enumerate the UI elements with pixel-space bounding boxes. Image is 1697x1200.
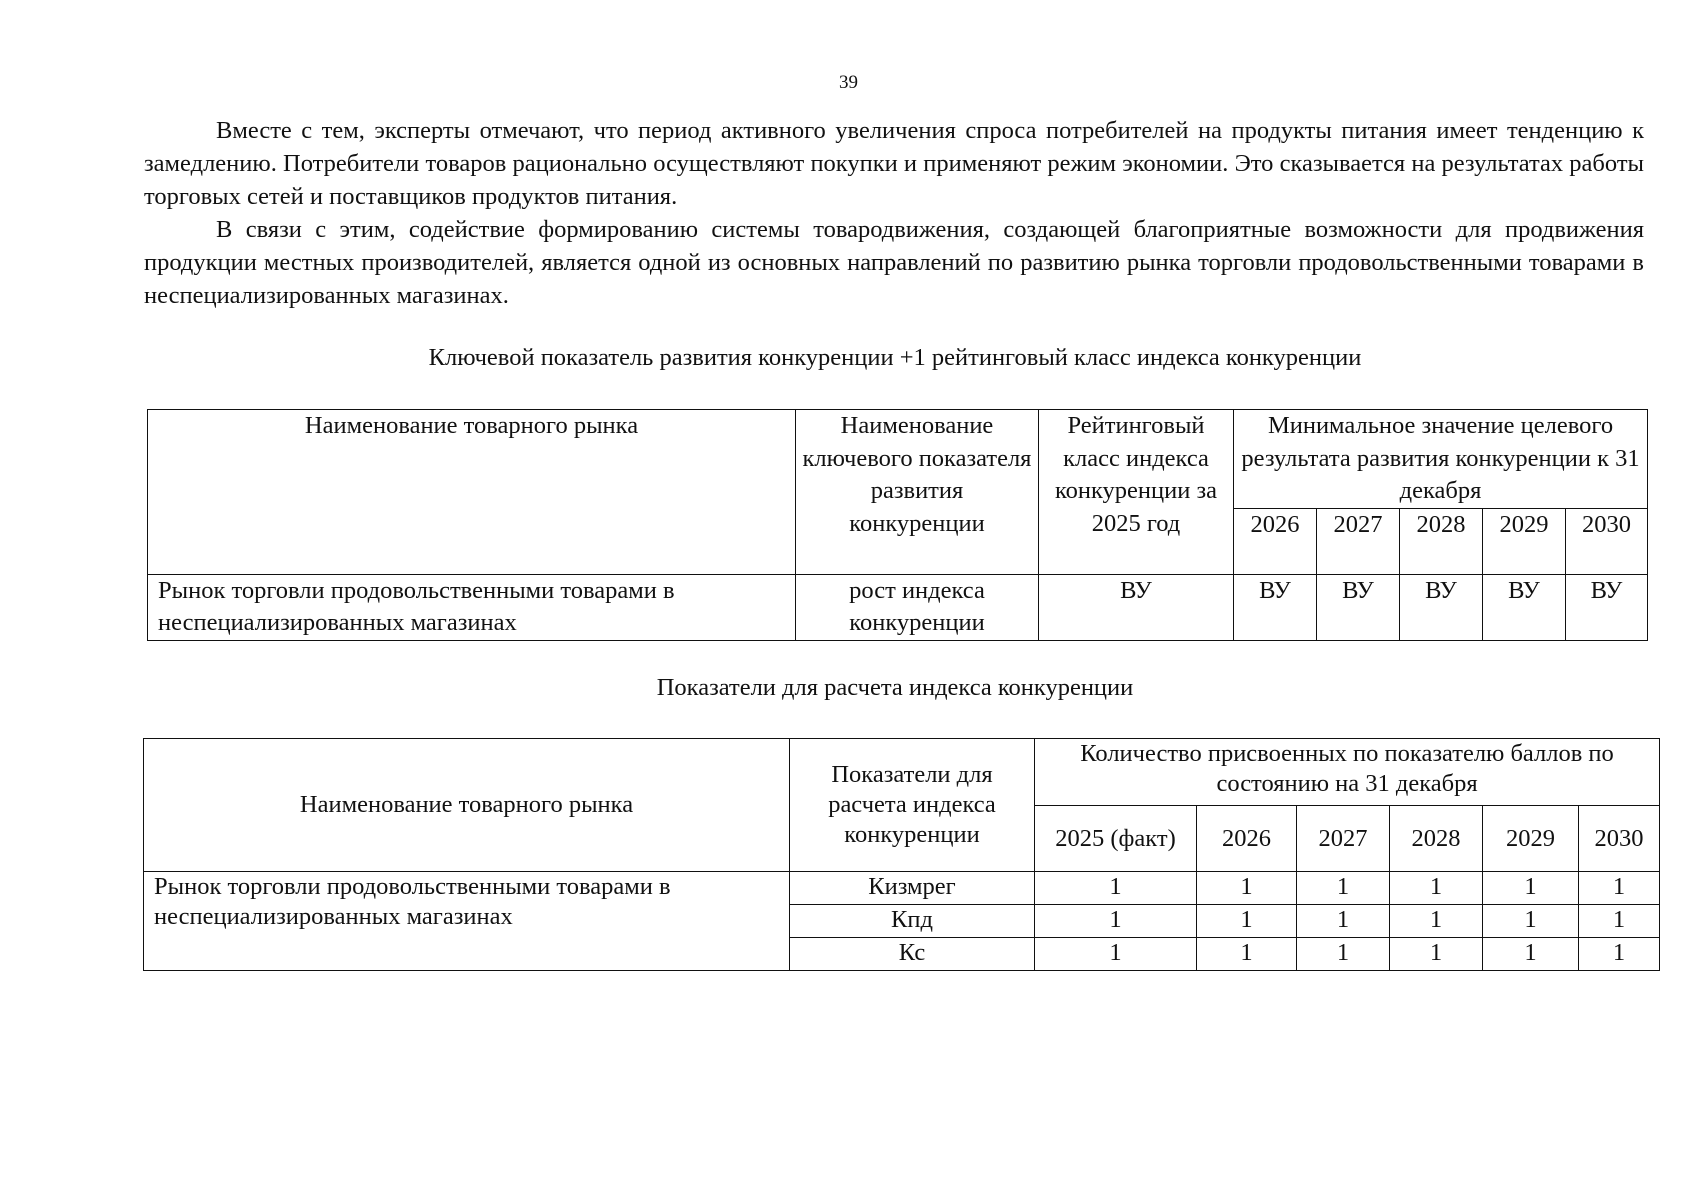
row-value: 1 — [1483, 938, 1579, 971]
header-indicator: Наименование ключевого показателя развития конкуренции — [796, 410, 1039, 575]
row-value: 1 — [1390, 905, 1483, 938]
row-value: 1 — [1197, 938, 1297, 971]
row-market: Рынок торговли продовольственными товарами в неспециализированных магазинах — [144, 872, 790, 971]
header-year: 2026 — [1197, 806, 1297, 872]
row-value: 1 — [1035, 938, 1197, 971]
row-value: ВУ — [1483, 574, 1566, 640]
paragraph: В связи с этим, содействие формированию системы товародвижения, создающей благоприятные возможности для продвижения продукции местных производителей, является одной из основных направлений по развитию рынка торговли продовольственными товарами в неспециализированных магазинах. — [144, 216, 1644, 309]
row-value: 1 — [1197, 905, 1297, 938]
row-value: 1 — [1297, 872, 1390, 905]
header-market: Наименование товарного рынка — [148, 410, 796, 575]
header-year: 2026 — [1234, 508, 1317, 574]
row-rating-class: ВУ — [1039, 574, 1234, 640]
header-year: 2028 — [1400, 508, 1483, 574]
paragraph: Вместе с тем, эксперты отмечают, что период активного увеличения спроса потребителей на продукты питания имеет тенденцию к замедлению. Потребители товаров рационально осуществляют покупки и применяют режим экономии. Это сказывается на результатах работы торговых сетей и поставщиков продуктов питания. — [144, 117, 1644, 210]
row-value: 1 — [1297, 938, 1390, 971]
header-indicators: Показатели для расчета индекса конкуренции — [790, 739, 1035, 872]
header-rating-class: Рейтинговый класс индекса конкуренции за 2025 год — [1039, 410, 1234, 575]
row-indicator: Кизмрег — [790, 872, 1035, 905]
header-market: Наименование товарного рынка — [144, 739, 790, 872]
row-indicator: Кпд — [790, 905, 1035, 938]
header-year: 2028 — [1390, 806, 1483, 872]
page-number: 39 — [839, 72, 858, 93]
competition-index-table — [143, 738, 1660, 971]
header-min-value: Минимальное значение целевого результата развития конкуренции к 31 декабря — [1234, 410, 1648, 509]
row-value: 1 — [1579, 905, 1660, 938]
row-indicator: Кс — [790, 938, 1035, 971]
row-value: 1 — [1197, 872, 1297, 905]
row-value: 1 — [1483, 872, 1579, 905]
table2-caption: Показатели для расчета индекса конкуренции — [656, 674, 1134, 701]
row-value: 1 — [1035, 905, 1197, 938]
row-value: 1 — [1483, 905, 1579, 938]
key-indicator-table — [147, 409, 1648, 641]
row-value: ВУ — [1234, 574, 1317, 640]
header-year: 2025 (факт) — [1035, 806, 1197, 872]
row-indicator: рост индекса конкуренции — [796, 574, 1039, 640]
header-points: Количество присвоенных по показателю баллов по состоянию на 31 декабря — [1035, 739, 1660, 806]
row-value: 1 — [1390, 938, 1483, 971]
header-year: 2029 — [1483, 806, 1579, 872]
header-year: 2030 — [1579, 806, 1660, 872]
body-text — [144, 114, 1644, 312]
header-year: 2027 — [1317, 508, 1400, 574]
row-value: 1 — [1579, 872, 1660, 905]
table1-caption: Ключевой показатель развития конкуренции +1 рейтинговый класс индекса конкуренции — [428, 344, 1362, 371]
header-year: 2030 — [1566, 508, 1648, 574]
header-year: 2027 — [1297, 806, 1390, 872]
row-value: 1 — [1390, 872, 1483, 905]
header-year: 2029 — [1483, 508, 1566, 574]
row-value: ВУ — [1566, 574, 1648, 640]
row-value: 1 — [1579, 938, 1660, 971]
row-value: ВУ — [1400, 574, 1483, 640]
row-value: 1 — [1297, 905, 1390, 938]
row-market: Рынок торговли продовольственными товарами в неспециализированных магазинах — [148, 574, 796, 640]
row-value: ВУ — [1317, 574, 1400, 640]
row-value: 1 — [1035, 872, 1197, 905]
